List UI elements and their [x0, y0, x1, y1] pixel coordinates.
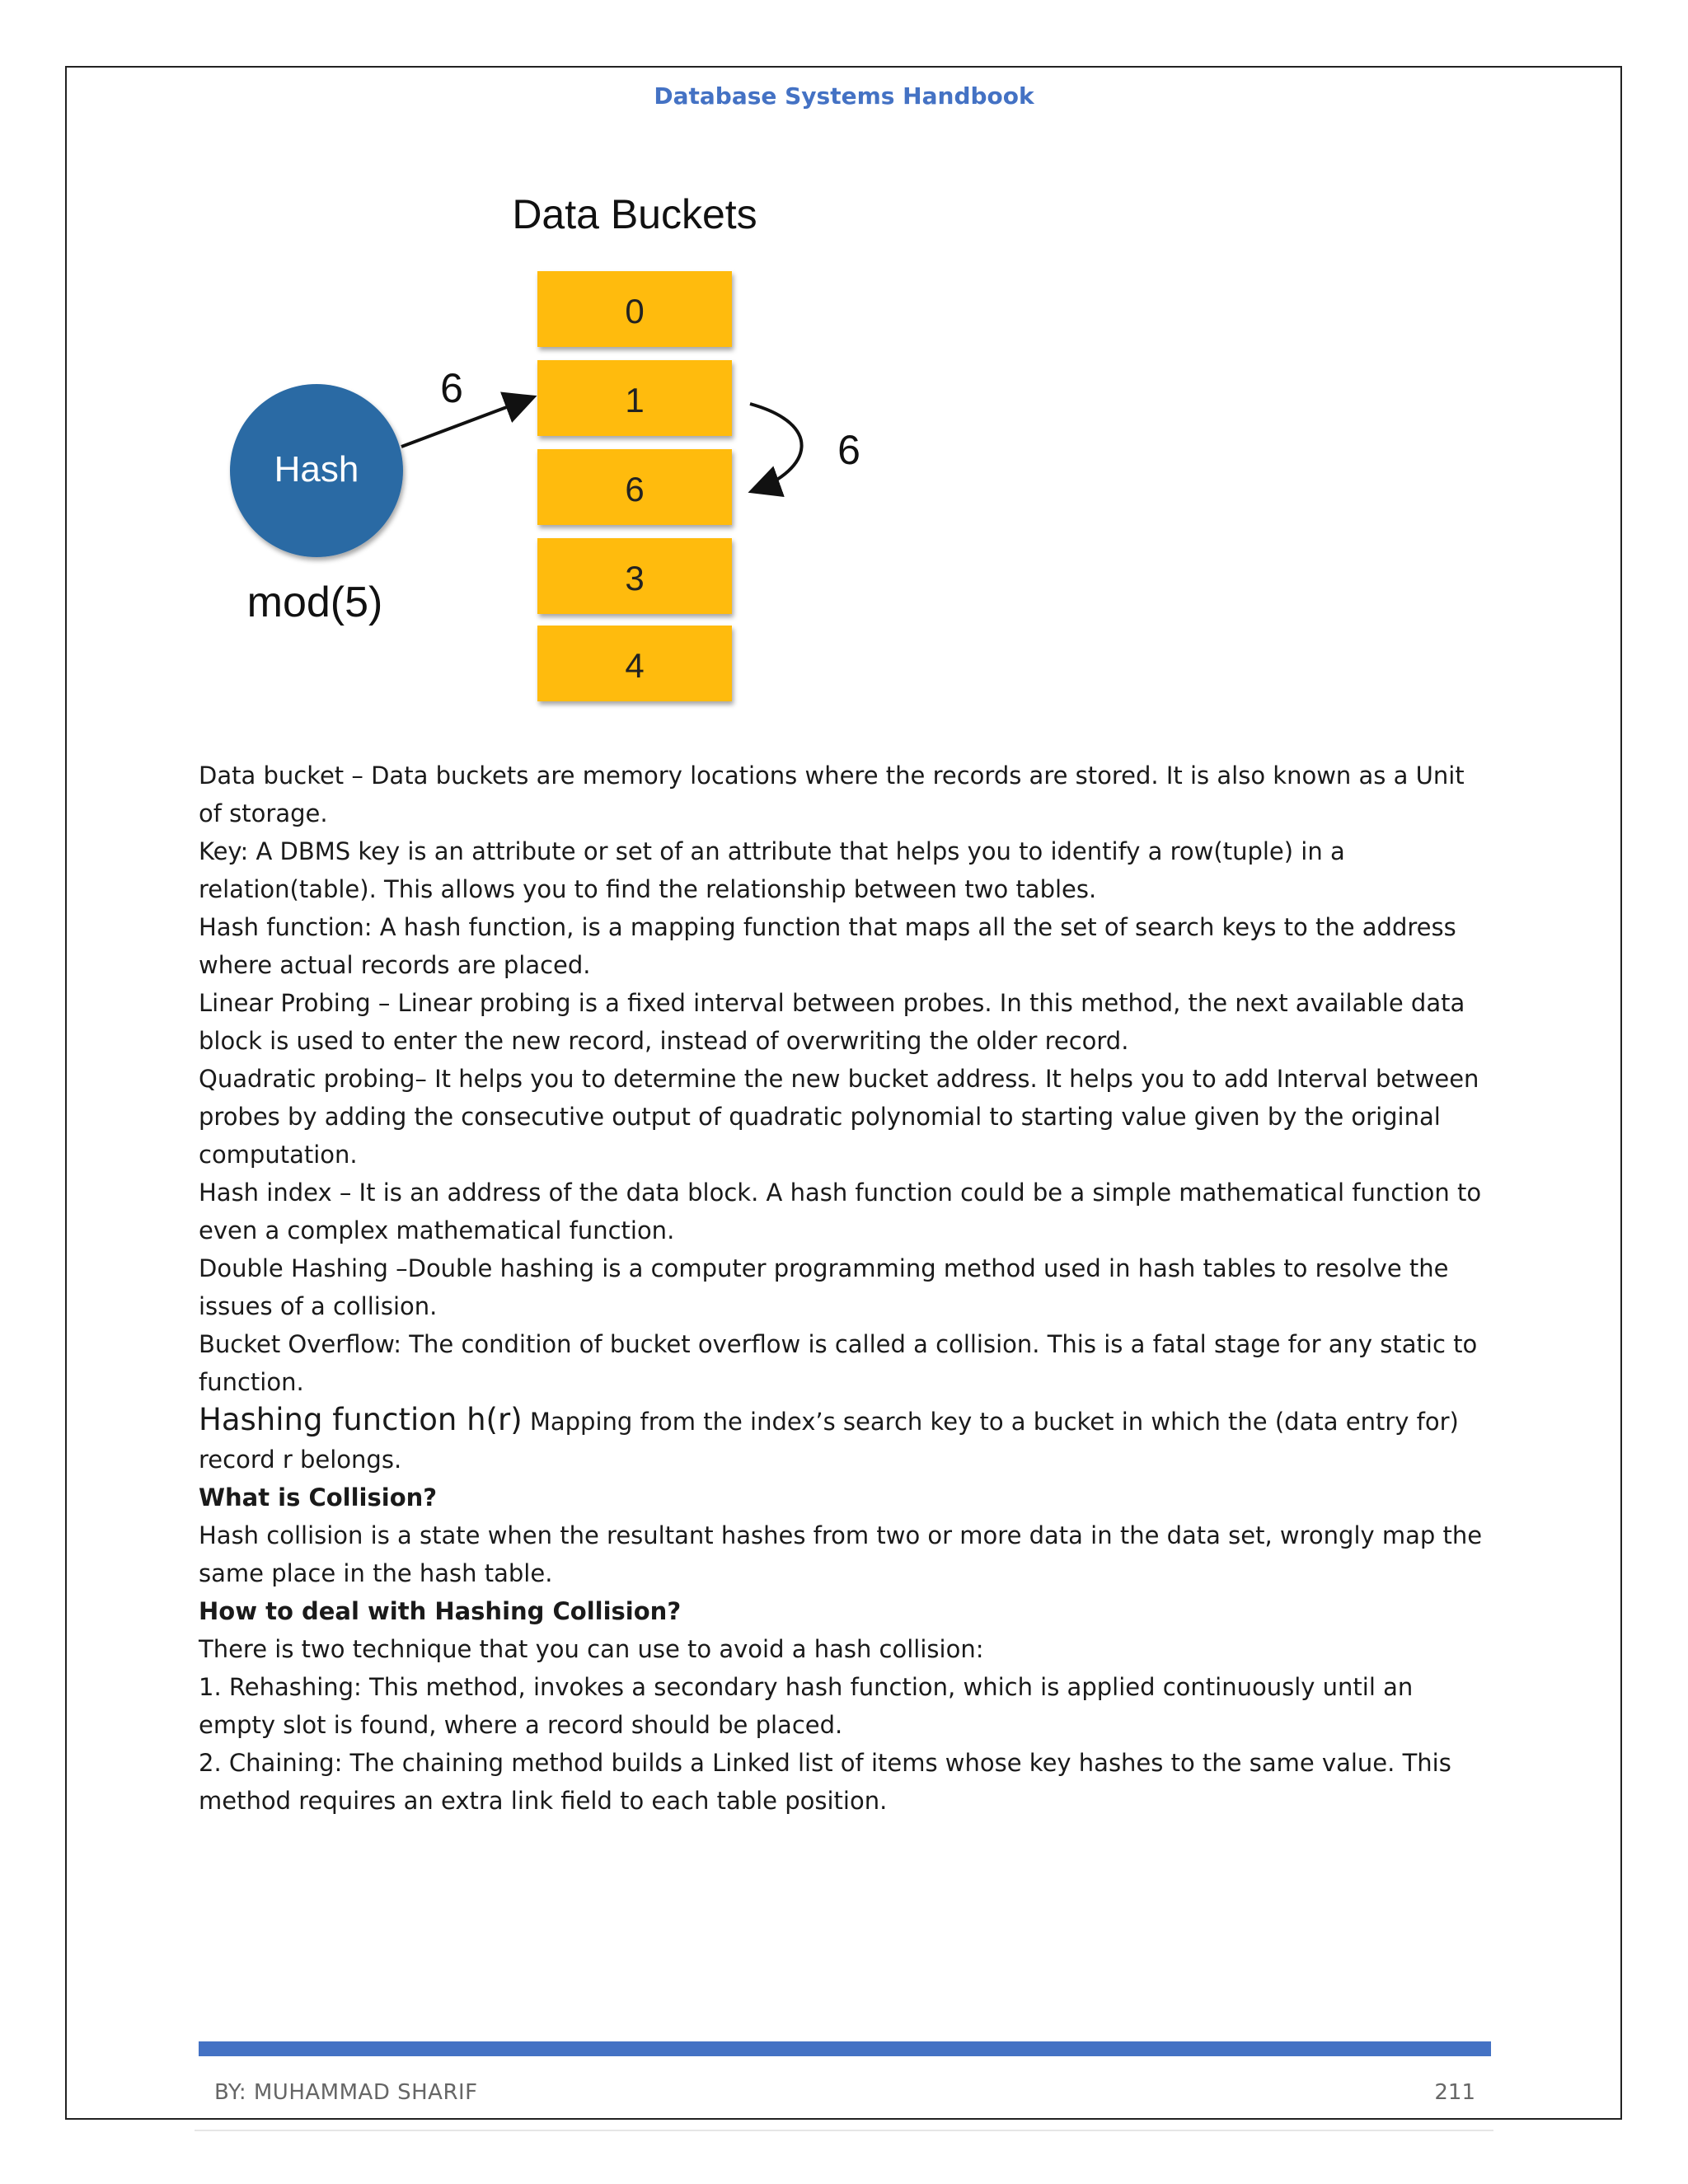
hashing-diagram	[198, 185, 940, 721]
page-number: 211	[1434, 2080, 1475, 2105]
bucket-3	[537, 538, 732, 614]
dealing-intro: There is two technique that you can use to avoid a hash collision:	[199, 1635, 984, 1663]
paragraph-quadratic-probing: Quadratic probing– It helps you to determine the new bucket address. It helps you to add Interval between probes by adding the consecutive output of quadratic polynomial to starting value given by the original computation.	[199, 1065, 1479, 1169]
bucket-4-label: 4	[625, 646, 645, 685]
diagram-title: Data Buckets	[512, 191, 757, 237]
paragraph-double-hashing: Double Hashing –Double hashing is a computer programming method used in hash tables to resolve the issues of a collision.	[199, 1254, 1449, 1320]
footer-author: BY: MUHAMMAD SHARIF	[214, 2080, 478, 2105]
paragraph-key: Key: A DBMS key is an attribute or set of an attribute that helps you to identify a row(tuple) in a relation(table). This allows you to find the relationship between two tables.	[199, 837, 1345, 903]
footer-bar	[199, 2041, 1491, 2056]
paragraph-data-bucket: Data bucket – Data buckets are memory locations where the records are stored. It is also known as a Unit of storage.	[199, 762, 1465, 827]
bucket-2	[537, 449, 732, 525]
paragraph-bucket-overflow: Bucket Overflow: The condition of bucket overflow is called a collision. This is a fatal stage for any static to function.	[199, 1330, 1478, 1396]
bucket-2-label: 6	[625, 470, 645, 509]
paragraph-linear-probing: Linear Probing – Linear probing is a fixed interval between probes. In this method, the next available data block is used to enter the new record, instead of overwriting the older record.	[199, 989, 1465, 1055]
dealing-heading: How to deal with Hashing Collision?	[199, 1597, 682, 1625]
running-header: Database Systems Handbook	[654, 82, 1034, 110]
dealing-item-rehashing: 1. Rehashing: This method, invokes a secondary hash function, which is applied continuously until an empty slot is found, where a record should be placed.	[199, 1673, 1414, 1739]
overflow-arrow	[750, 404, 802, 490]
hash-label: Hash	[274, 449, 359, 490]
collision-heading: What is Collision?	[199, 1483, 438, 1511]
bucket-1-label: 1	[625, 381, 645, 419]
paragraph-hash-index: Hash index – It is an address of the data block. A hash function could be a simple mathematical function to even a complex mathematical function.	[199, 1179, 1482, 1244]
bucket-0-label: 0	[625, 292, 645, 330]
paragraph-hash-function: Hash function: A hash function, is a mapping function that maps all the set of search keys to the address where actual records are placed.	[199, 913, 1456, 979]
dealing-item-chaining: 2. Chaining: The chaining method builds a Linked list of items whose key hashes to the same value. This method requires an extra link field to each table position.	[199, 1749, 1451, 1815]
bucket-0	[537, 271, 732, 347]
hashing-function-lead: Hashing function h(r)	[199, 1402, 523, 1437]
overflow-key-label: 6	[837, 427, 860, 473]
mod-label: mod(5)	[246, 579, 383, 626]
bucket-3-label: 3	[625, 559, 645, 598]
input-key-label: 6	[440, 365, 463, 411]
body-text	[199, 757, 1493, 1820]
hashing-function-text: Mapping from the index’s search key to a bucket in which the (data entry for) record r belongs.	[199, 1408, 1459, 1474]
bottom-rule	[195, 2130, 1493, 2131]
diagram-svg	[198, 185, 940, 721]
bucket-1	[537, 360, 732, 436]
paragraph-hashing-function	[199, 1401, 1493, 1479]
bucket-4	[537, 626, 732, 701]
collision-text: Hash collision is a state when the resultant hashes from two or more data in the data set, wrongly map the same place in the hash table.	[199, 1521, 1483, 1587]
hash-circle	[230, 384, 403, 557]
hash-to-bucket-arrow	[401, 398, 531, 447]
